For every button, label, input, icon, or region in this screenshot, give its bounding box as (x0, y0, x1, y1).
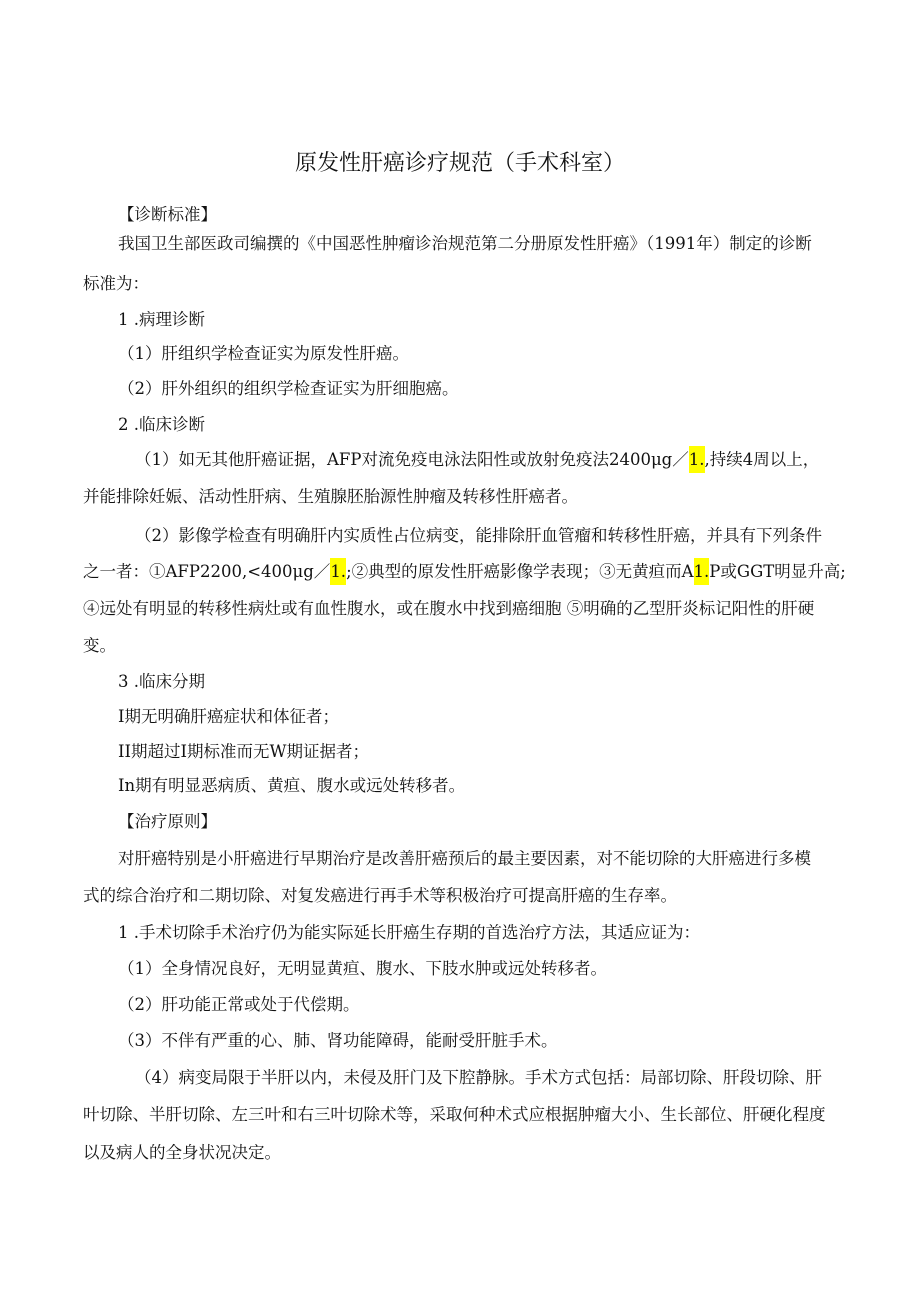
text-segment: 式的综合治疗和二期切除、对复发癌进行再手术等积极治疗可提高肝癌的生存率。 (83, 886, 677, 905)
text-segment: 【诊断标准】 (118, 205, 217, 224)
text-line (135, 1067, 895, 1089)
text-line (83, 885, 843, 907)
text-segment: 1 .手术切除手术治疗仍为能实际延长肝癌生存期的首选治疗方法，其适应证为： (118, 923, 700, 942)
text-segment: （1）肝组织学检查证实为原发性肝癌。 (118, 344, 409, 363)
text-segment: II期超过I期标准而无W期证据者； (118, 742, 370, 761)
text-segment: 标准为： (83, 274, 149, 293)
text-line (118, 671, 878, 693)
text-line (118, 1030, 878, 1052)
text-line (83, 598, 843, 620)
text-line (118, 994, 878, 1016)
text-segment: （2）肝外组织的组织学检查证实为肝细胞癌。 (118, 379, 459, 398)
text-segment: （2）肝功能正常或处于代偿期。 (118, 995, 360, 1014)
text-segment: 对肝癌特别是小肝癌进行早期治疗是改善肝癌预后的最主要因素，对不能切除的大肝癌进行多模 (118, 849, 811, 868)
text-segment: 并能排除妊娠、活动性肝病、生殖腺胚胎源性肿瘤及转移性肝癌者。 (83, 487, 578, 506)
text-line (118, 343, 878, 365)
text-line (83, 486, 843, 508)
text-segment: 3 .临床分期 (118, 672, 205, 691)
text-segment: 变。 (83, 636, 116, 655)
text-line (83, 273, 843, 295)
text-line (118, 811, 878, 833)
text-segment: （2）影像学检查有明确肝内实质性占位病变，能排除肝血管瘤和转移性肝癌，并具有下列条件 (135, 526, 822, 545)
text-line (118, 741, 878, 763)
text-segment: 叶切除、半肝切除、左三叶和右三叶切除术等，采取何种术式应根据肿瘤大小、生长部位、肝硬化程度 (83, 1105, 826, 1124)
text-segment: 以及病人的全身状况决定。 (83, 1143, 281, 1162)
text-line (135, 525, 895, 547)
page-title: 原发性肝癌诊疗规范（手术科室） (294, 151, 625, 176)
text-segment: ,持续4周以上， (704, 450, 820, 469)
text-line (118, 204, 878, 226)
text-segment: （1）如无其他肝癌证据，AFP对流免疫电泳法阳性或放射免疫法2400μg／ (135, 450, 689, 469)
text-line (118, 233, 878, 255)
text-line (135, 449, 895, 471)
text-line (83, 561, 846, 583)
text-segment: （1）全身情况良好，无明显黄疸、腹水、下肢水肿或远处转移者。 (118, 959, 607, 978)
text-segment: 2 .临床诊断 (118, 415, 205, 434)
text-segment: I期无明确肝癌症状和体征者； (118, 707, 340, 726)
text-line (118, 414, 878, 436)
text-segment: 之一者：①AFP2200,<400μg／ (83, 562, 331, 581)
text-line (118, 309, 878, 331)
text-line (83, 635, 843, 657)
text-line (118, 958, 878, 980)
text-segment: P或GGT明显升高; (709, 562, 846, 581)
highlighted-text: 1. (689, 446, 705, 473)
highlighted-text: 1. (330, 558, 346, 585)
text-line (118, 922, 878, 944)
text-segment: （4）病变局限于半肝以内，未侵及肝门及下腔静脉。手术方式包括：局部切除、肝段切除、肝 (135, 1068, 822, 1087)
text-line (118, 848, 878, 870)
text-line (118, 775, 878, 797)
text-line (83, 1142, 843, 1164)
text-line (83, 1104, 843, 1126)
text-segment: 1 .病理诊断 (118, 310, 205, 329)
text-line (118, 378, 878, 400)
text-segment: ;②典型的原发性肝癌影像学表现；③无黄疸而A (346, 562, 694, 581)
highlighted-text: 1. (694, 558, 710, 585)
text-segment: 【治疗原则】 (118, 812, 217, 831)
text-segment: （3）不伴有严重的心、肺、肾功能障碍，能耐受肝脏手术。 (118, 1031, 558, 1050)
text-segment: 我国卫生部医政司编撰的《中国恶性肿瘤诊治规范第二分册原发性肝癌》（1991年）制定的诊断 (118, 234, 812, 253)
text-segment: ④远处有明显的转移性病灶或有血性腹水，或在腹水中找到癌细胞 ⑤明确的乙型肝炎标记阳性的肝硬 (83, 599, 815, 618)
text-segment: In期有明显恶病质、黄疸、腹水或远处转移者。 (118, 776, 466, 795)
text-line (118, 706, 878, 728)
